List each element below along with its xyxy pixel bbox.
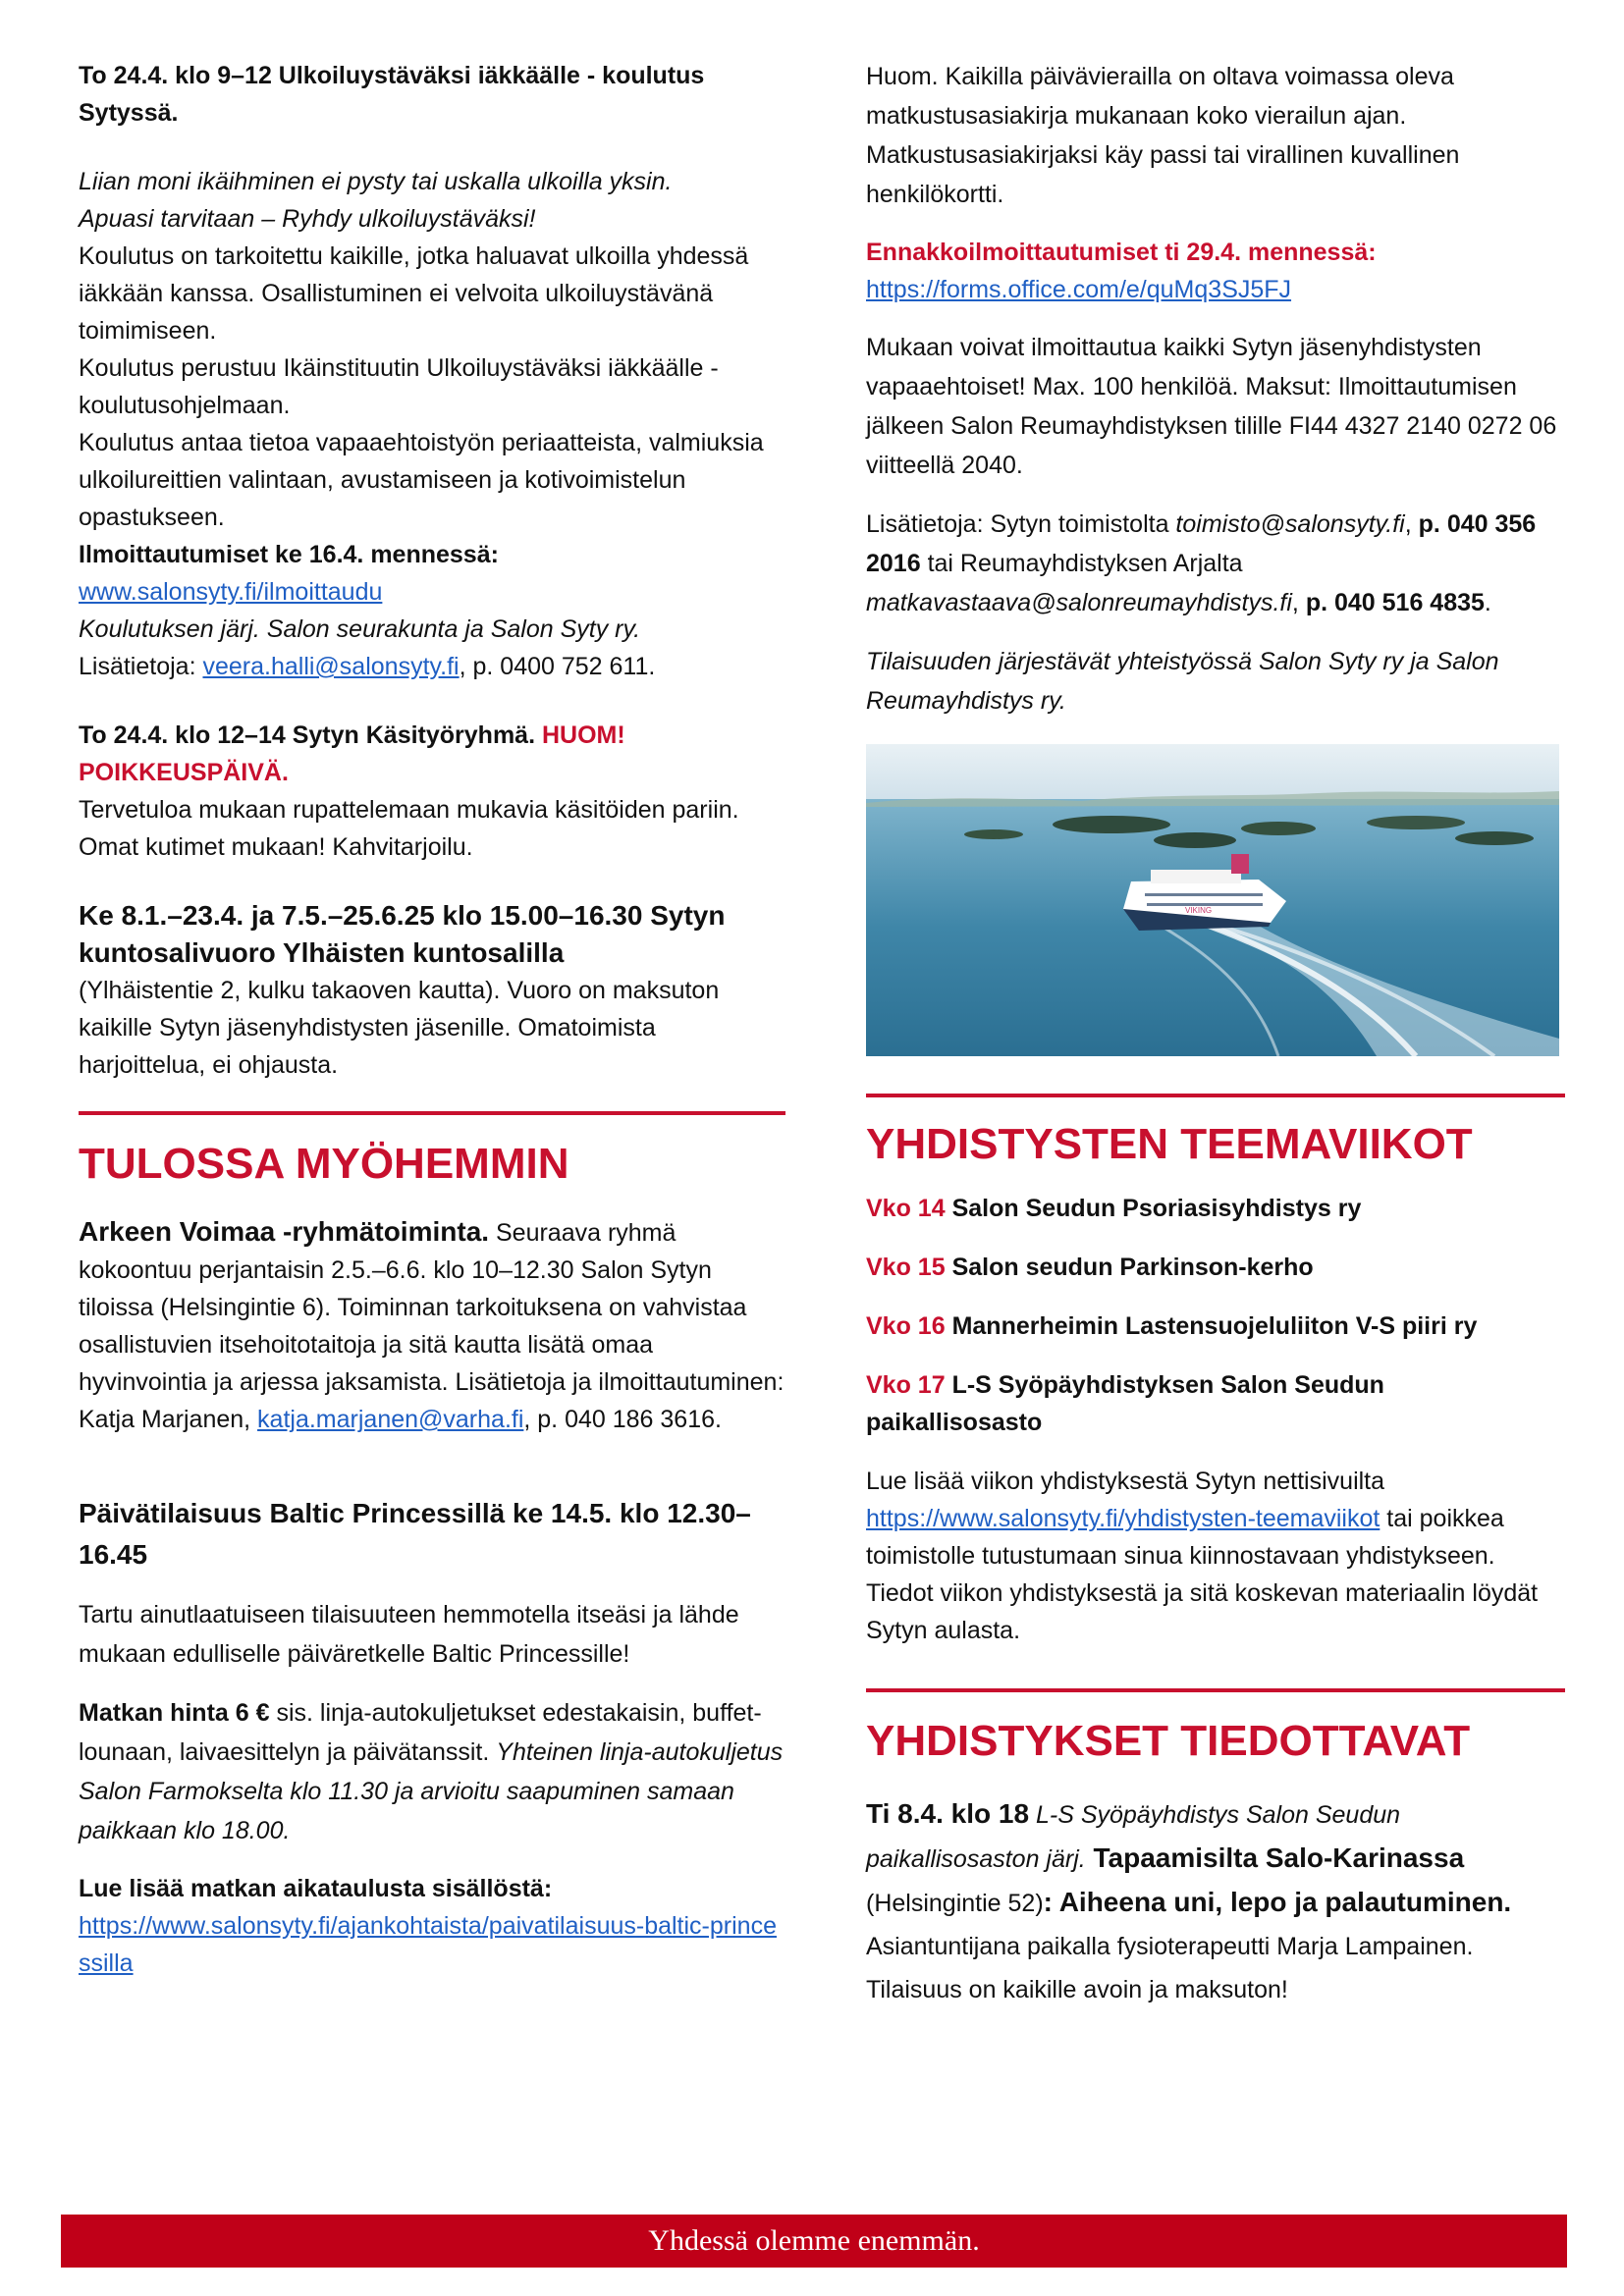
event-title-outdoor-training: To 24.4. klo 9–12 Ulkoiluystäväksi iäkkäälle - koulutus Sytyssä. (79, 62, 705, 127)
theme-weeks-list (866, 1190, 1565, 1441)
theme-weeks-more: Lue lisää viikon yhdistyksestä Sytyn nettisivuilta https://www.salonsyty.fi/yhdistysten-teemaviikot tai poikkea toimistolle tutustumaan sinua kiinnostavaan yhdistykseen. Tiedot viikon yhdistyksestä ja sitä koskevan materiaalin löydät Sytyn aulasta. (866, 1468, 1539, 1644)
trip-price: Matkan hinta 6 € sis. linja-autokuljetukset edestakaisin, buffet-lounaan, laivaesittelyn ja päivätanssit. Yhteinen linja-autokuljetus Salon Farmokselta klo 11.30 ja arvioitu saapuminen samaan paikkaan klo 18.00. (79, 1699, 784, 1844)
section-heading-associations-inform: YHDISTYKSET TIEDOTTAVAT (866, 1717, 1471, 1765)
trip-title: Päivätilaisuus Baltic Princessillä ke 14.5. klo 12.30–16.45 (79, 1498, 751, 1570)
left-column (79, 57, 785, 1982)
contact-email-link[interactable]: katja.marjanen@varha.fi (257, 1406, 524, 1433)
event-body: Koulutus antaa tietoa vapaaehtoistyön periaatteista, valmiuksia ulkoilureittien valintaan, avustamiseen ja kotivoimistelun opastukseen. (79, 429, 764, 531)
event-contact: Lisätietoja: veera.halli@salonsyty.fi, p. 0400 752 611. (79, 653, 656, 680)
registration-deadline: Ilmoittautumiset ke 16.4. mennessä: (79, 541, 499, 568)
right-column (866, 57, 1565, 2011)
event-intro: Liian moni ikäihminen ei pysty tai uskalla ulkoilla yksin. (79, 168, 673, 195)
pre-registration-deadline: Ennakkoilmoittautumiset ti 29.4. mennessä: (866, 239, 1377, 266)
office-email: toimisto@salonsyty.fi (1175, 510, 1405, 538)
trip-intro: Tartu ainutlaatuiseen tilaisuuteen hemmotella itseäsi ja lähde mukaan edulliselle päiväretkelle Baltic Princessille! (79, 1601, 739, 1668)
trip-contact-email: matkavastaava@salonreumayhdistys.fi (866, 589, 1292, 616)
trip-participants-and-fees: Mukaan voivat ilmoittautua kaikki Sytyn jäsenyhdistysten vapaaehtoiset! Max. 100 henkilöä. Maksut: Ilmoittautumisen jälkeen Salon Reumayhdistyksen tilille FI44 4327 2140 0272 06 viitteellä 2040. (866, 334, 1557, 479)
footer-slogan: Yhdessä olemme enemmän. (648, 2224, 980, 2257)
trip-info-link[interactable]: https://www.salonsyty.fi/ajankohtaista/paivatilaisuus-baltic-princessilla (79, 1912, 777, 1977)
registration-link[interactable]: www.salonsyty.fi/ilmoittaudu (79, 578, 383, 606)
theme-week-item: Vko 15 Salon seudun Parkinson-kerho (866, 1254, 1314, 1281)
event-title-gym: Ke 8.1.–23.4. ja 7.5.–25.6.25 klo 15.00–16.30 Sytyn kuntosalivuoro Ylhäisten kuntosalilla (79, 900, 726, 968)
section-heading-coming-later: TULOSSA MYÖHEMMIN (79, 1140, 569, 1188)
event-organizer: Koulutuksen järj. Salon seurakunta ja Salon Syty ry. (79, 615, 641, 643)
registration-form-link[interactable]: https://forms.office.com/e/quMq3SJ5FJ (866, 276, 1292, 303)
section-heading-theme-weeks: YHDISTYSTEN TEEMAVIIKOT (866, 1120, 1473, 1168)
theme-week-item: Vko 17 L-S Syöpäyhdistyksen Salon Seudun paikallisosasto (866, 1371, 1384, 1436)
exception-day-notice: HUOM! POIKKEUSPÄIVÄ. (79, 721, 625, 786)
event-title-handicraft: To 24.4. klo 12–14 Sytyn Käsityöryhmä. HUOM! POIKKEUSPÄIVÄ. (79, 721, 625, 786)
ferry-photo (866, 744, 1559, 1056)
theme-week-item: Vko 14 Salon Seudun Psoriasisyhdistys ry (866, 1195, 1362, 1222)
theme-weeks-link[interactable]: https://www.salonsyty.fi/yhdistysten-teemaviikot (866, 1505, 1380, 1532)
association-notice: Ti 8.4. klo 18 L-S Syöpäyhdistys Salon Seudun paikallisosaston järj. Tapaamisilta Salo-Karinassa (Helsingintie 52): Aiheena uni, lepo ja palautuminen. Asiantuntijana paikalla fysioterapeutti Marja Lampainen. Tilaisuus on kaikille avoin ja maksuton! (866, 1798, 1512, 2003)
event-body: Koulutus on tarkoitettu kaikille, jotka haluavat ulkoilla yhdessä iäkkään kanssa. Osallistuminen ei velvoita ulkoiluystävänä toimimiseen. (79, 242, 749, 345)
contact-email-link[interactable]: veera.halli@salonsyty.fi (202, 653, 460, 680)
event-intro: Apuasi tarvitaan – Ryhdy ulkoiluystäväksi! (79, 205, 536, 233)
trip-more-label: Lue lisää matkan aikataulusta sisällöstä: (79, 1875, 553, 1902)
footer-banner (61, 2215, 1567, 2268)
travel-document-note: Huom. Kaikilla päivävierailla on oltava voimassa oleva matkustusasiakirja mukanaan koko vierailun ajan. Matkustusasiakirjaksi käy passi tai virallinen kuvallinen henkilökortti. (866, 63, 1460, 208)
event-body: Tervetuloa mukaan rupattelemaan mukavia käsitöiden pariin. Omat kutimet mukaan! Kahvitarjoilu. (79, 796, 739, 861)
trip-organizers: Tilaisuuden järjestävät yhteistyössä Salon Syty ry ja Salon Reumayhdistys ry. (866, 648, 1499, 715)
event-body: Koulutus perustuu Ikäinstituutin Ulkoiluystäväksi iäkkäälle -koulutusohjelmaan. (79, 354, 719, 419)
group-activity: Arkeen Voimaa -ryhmätoiminta. Seuraava ryhmä kokoontuu perjantaisin 2.5.–6.6. klo 10–12.30 Salon Sytyn tiloissa (Helsingintie 6). Toiminnan tarkoituksena on vahvistaa osallistuvien itsehoitotaitoja ja sitä kautta lisätä omaa hyvinvointia ja arjessa jaksamista. Lisätietoja ja ilmoittautuminen: Katja Marjanen, katja.marjanen@varha.fi, p. 040 186 3616. (79, 1216, 785, 1433)
ship-name: VIKING (1185, 906, 1213, 915)
event-body: (Ylhäistentie 2, kulku takaoven kautta). Vuoro on maksuton kaikille Sytyn jäsenyhdistysten jäsenille. Omatoimista harjoittelua, ei ohjausta. (79, 977, 720, 1079)
theme-week-item: Vko 16 Mannerheimin Lastensuojeluliiton V-S piiri ry (866, 1312, 1478, 1340)
trip-contacts: Lisätietoja: Sytyn toimistolta toimisto@salonsyty.fi, p. 040 356 2016 tai Reumayhdistyksen Arjalta matkavastaava@salonreumayhdistys.fi, p. 040 516 4835. (866, 510, 1537, 616)
ferry-at-sea-image (866, 744, 1559, 1056)
